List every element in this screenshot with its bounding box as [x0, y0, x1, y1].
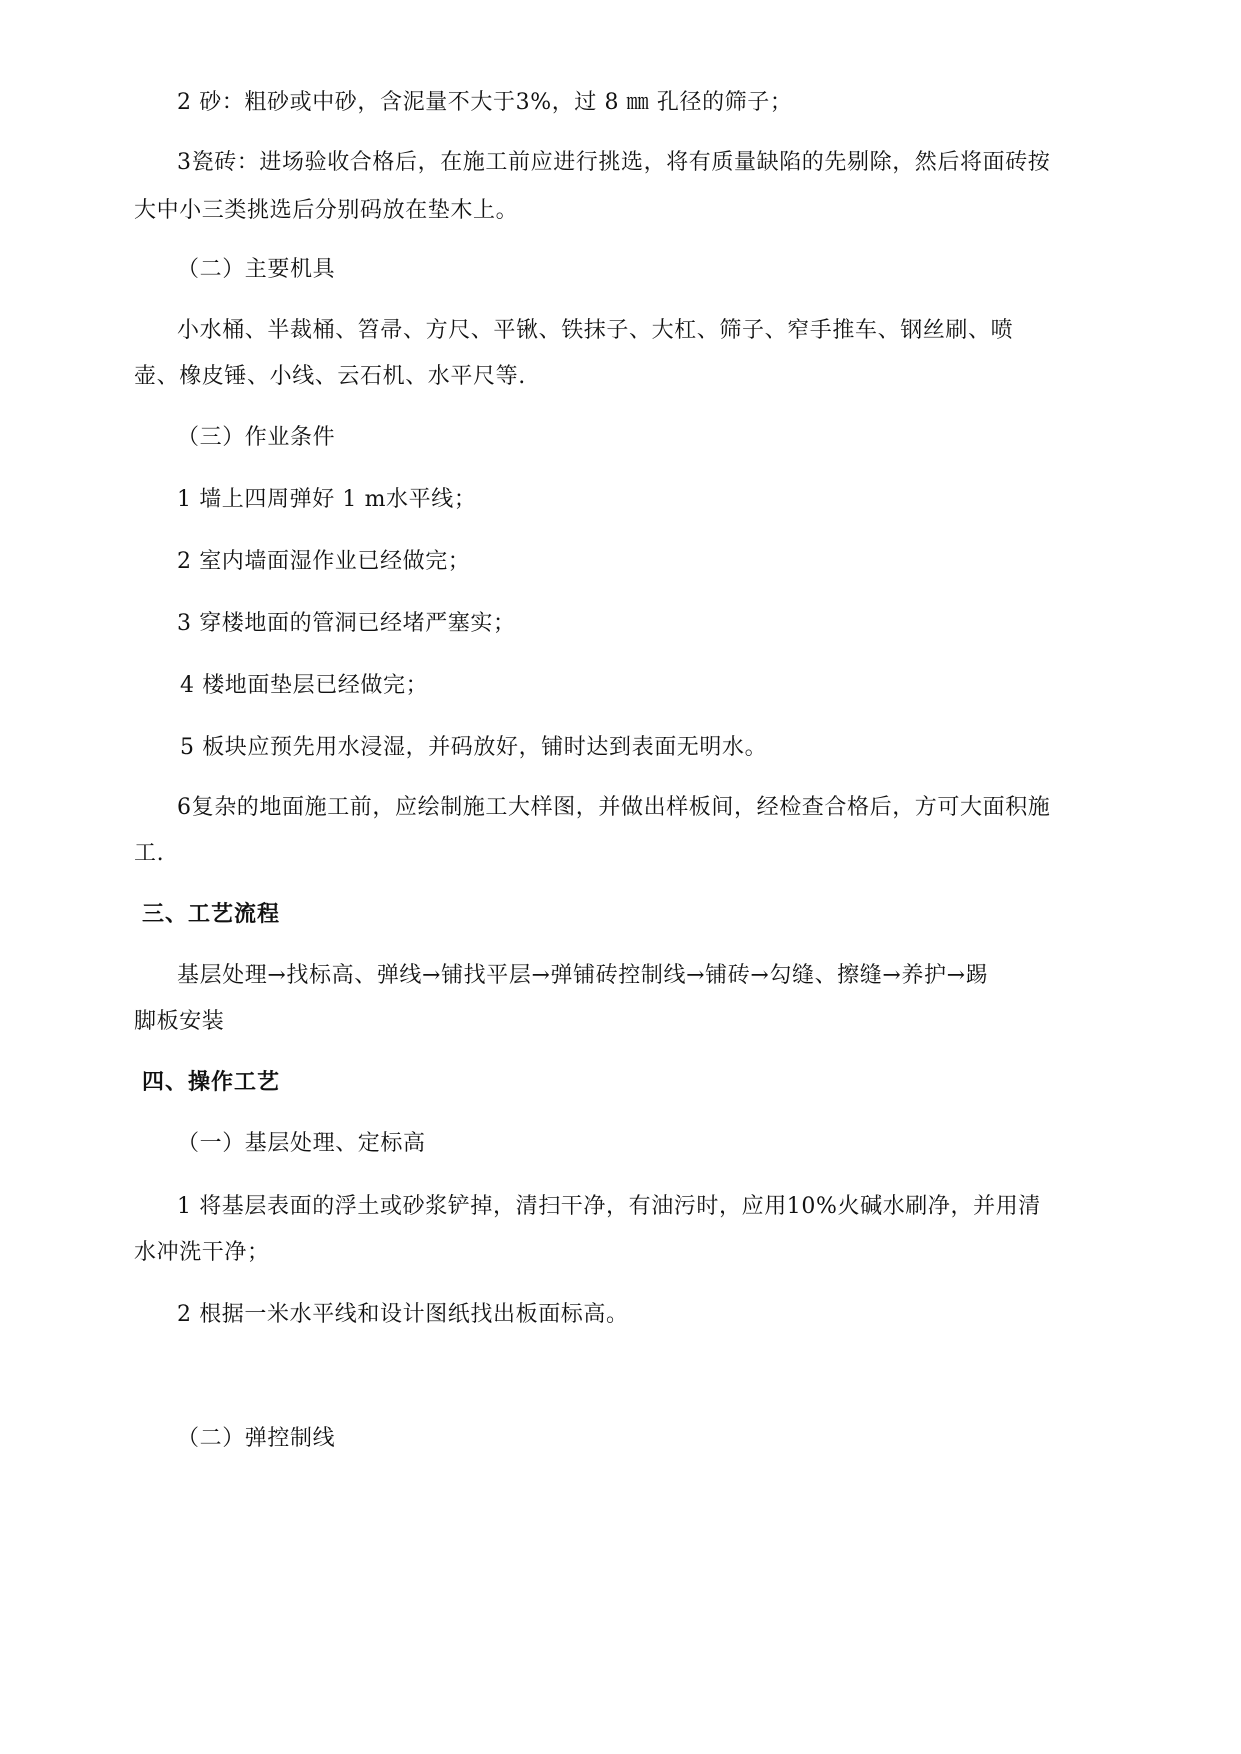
list-item-base-step-2: 2 根据一米水平线和设计图纸找出板面标高。 [177, 1302, 629, 1327]
paragraph-tile-selection-cont: 大中小三类挑选后分别码放在垫木上。 [134, 198, 519, 223]
paragraph-tool-list-cont: 壶、橡皮锤、小线、云石机、水平尺等. [134, 364, 526, 389]
list-item-base-step-1: 1 将基层表面的浮土或砂浆铲掉，清扫干净，有油污时，应用10%火碱水刷净，并用清 [177, 1194, 1041, 1219]
subheading-base-treatment: （一）基层处理、定标高 [177, 1131, 426, 1156]
list-item-condition-2: 2 室内墙面湿作业已经做完； [177, 549, 471, 574]
list-item-condition-6-cont: 工. [134, 841, 165, 866]
list-item-condition-4: 4 楼地面垫层已经做完； [180, 673, 429, 698]
subheading-main-tools: （二）主要机具 [177, 257, 336, 282]
subheading-work-conditions: （三）作业条件 [177, 425, 336, 450]
paragraph-tile-selection: 3瓷砖：进场验收合格后，在施工前应进行挑选，将有质量缺陷的先剔除，然后将面砖按 [177, 150, 1051, 175]
section-heading-operation: 四、操作工艺 [142, 1070, 281, 1095]
subheading-control-lines: （二）弹控制线 [177, 1426, 336, 1451]
list-item-condition-6: 6复杂的地面施工前，应绘制施工大样图，并做出样板间，经检查合格后，方可大面积施 [177, 795, 1051, 820]
section-heading-process-flow: 三、工艺流程 [142, 902, 281, 927]
list-item-condition-3: 3 穿楼地面的管洞已经堵严塞实； [177, 611, 516, 636]
paragraph-process-flow: 基层处理→找标高、弹线→铺找平层→弹铺砖控制线→铺砖→勾缝、擦缝→养护→踢 [177, 963, 989, 988]
paragraph-process-flow-cont: 脚板安装 [134, 1009, 225, 1034]
list-item-condition-5: 5 板块应预先用水浸湿，并码放好，铺时达到表面无明水。 [180, 735, 768, 760]
paragraph-tool-list: 小水桶、半裁桶、笤帚、方尺、平锹、铁抹子、大杠、筛子、窄手推车、钢丝刷、喷 [177, 318, 1014, 343]
paragraph-sand-requirement: 2 砂：粗砂或中砂，含泥量不大于3%，过 8 ㎜ 孔径的筛子； [177, 90, 793, 115]
list-item-base-step-1-cont: 水冲洗干净； [134, 1240, 270, 1265]
list-item-condition-1: 1 墙上四周弹好 1 m水平线； [177, 487, 477, 512]
